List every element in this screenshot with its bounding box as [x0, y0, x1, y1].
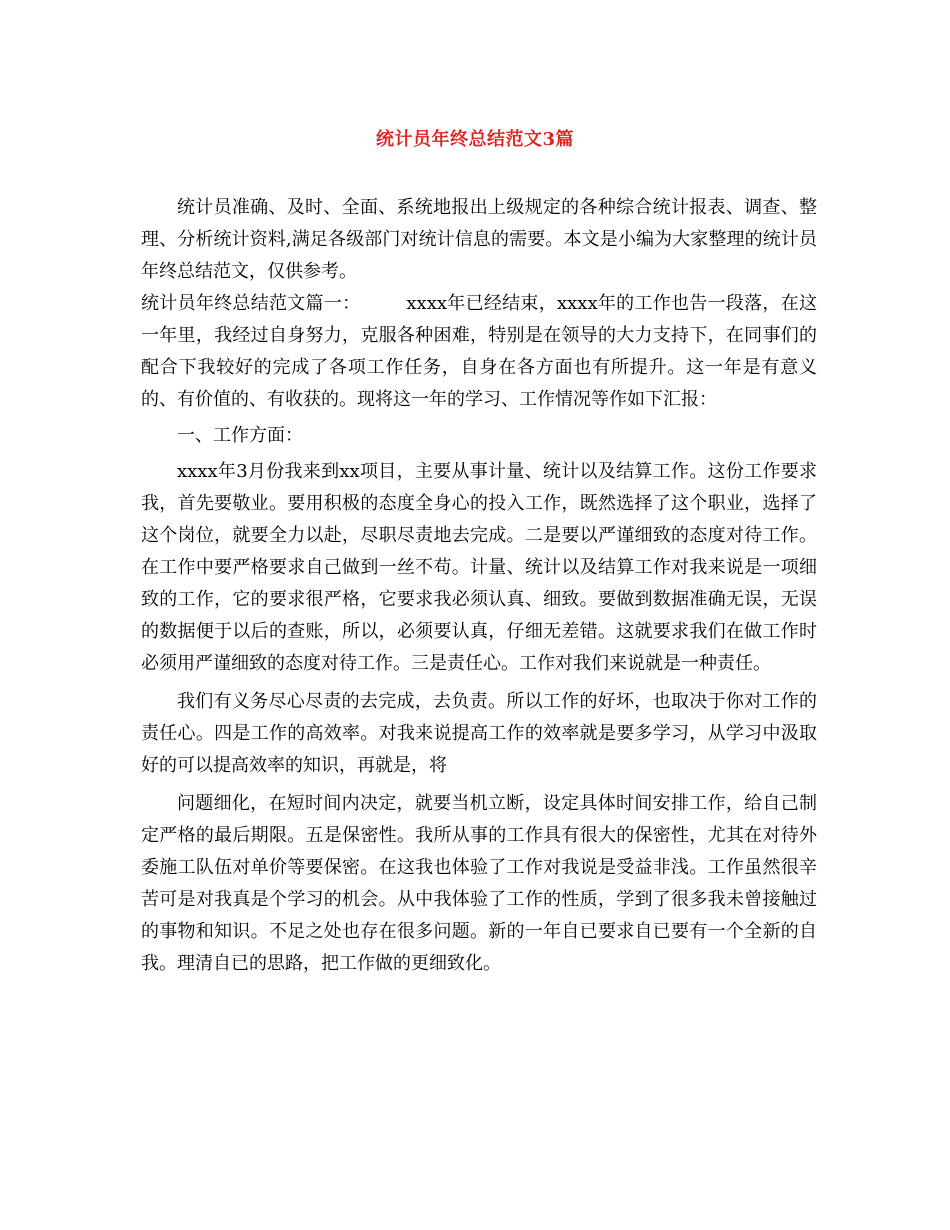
sample-one-label: 统计员年终总结范文篇一：	[141, 293, 361, 314]
section-heading-work: 一、工作方面：	[177, 425, 303, 446]
work-paragraph-3: 问题细化，在短时间内决定，就要当机立断，设定具体时间安排工作，给自己制定严格的最后期限。五是保密性。我所从事的工作具有很大的保密性，尤其在对待外委施工队伍对单价等要保密。在这我也体验了工作对我说是受益非浅。工作虽然很辛苦可是对我真是个学习的机会。从中我体验了工作的性质，学到了很多我未曾接触过的事物和知识。不足之处也存在很多问题。新的一年自已要求自已要有一个全新的自我。理清自已的思路，把工作做的更细致化。	[141, 793, 817, 974]
work-paragraph-2: 我们有义务尽心尽责的去完成，去负责。所以工作的好坏，也取决于你对工作的责任心。四是工作的高效率。对我来说提高工作的效率就是要多学习，从学习中汲取好的可以提高效率的知识，再就是，将	[141, 691, 817, 776]
document-title: 统计员年终总结范文3篇	[375, 129, 575, 150]
intro-paragraph: 统计员准确、及时、全面、系统地报出上级规定的各种综合统计报表、调查、整理、分析统计资料,满足各级部门对统计信息的需要。本文是小编为大家整理的统计员年终总结范文，仅供参考。	[141, 197, 817, 282]
document-body	[141, 192, 817, 980]
sample-one-text: xxxx年已经结束，xxxx年的工作也告一段落，在这一年里，我经过自身努力，克服各种困难，特别是在领导的大力支持下，在同事们的配合下我较好的完成了各项工作任务，自身在各方面也有所提升。这一年是有意义的、有价值的、有收获的。现将这一年的学习、工作情况等作如下汇报：	[141, 293, 817, 410]
work-paragraph-1: xxxx年3月份我来到xx项目，主要从事计量、统计以及结算工作。这份工作要求我，首先要敬业。要用积极的态度全身心的投入工作，既然选择了这个职业，选择了这个岗位，就要全力以赴，尽职尽责地去完成。二是要以严谨细致的态度对待工作。在工作中要严格要求自己做到一丝不苟。计量、统计以及结算工作对我来说是一项细致的工作，它的要求很严格，它要求我必须认真、细致。要做到数据准确无误，无误的数据便于以后的查账，所以，必须要认真，仔细无差错。这就要求我们在做工作时必须用严谨细致的态度对待工作。三是责任心。工作对我们来说就是一种责任。	[141, 461, 817, 674]
sample-one-paragraph	[141, 288, 817, 416]
